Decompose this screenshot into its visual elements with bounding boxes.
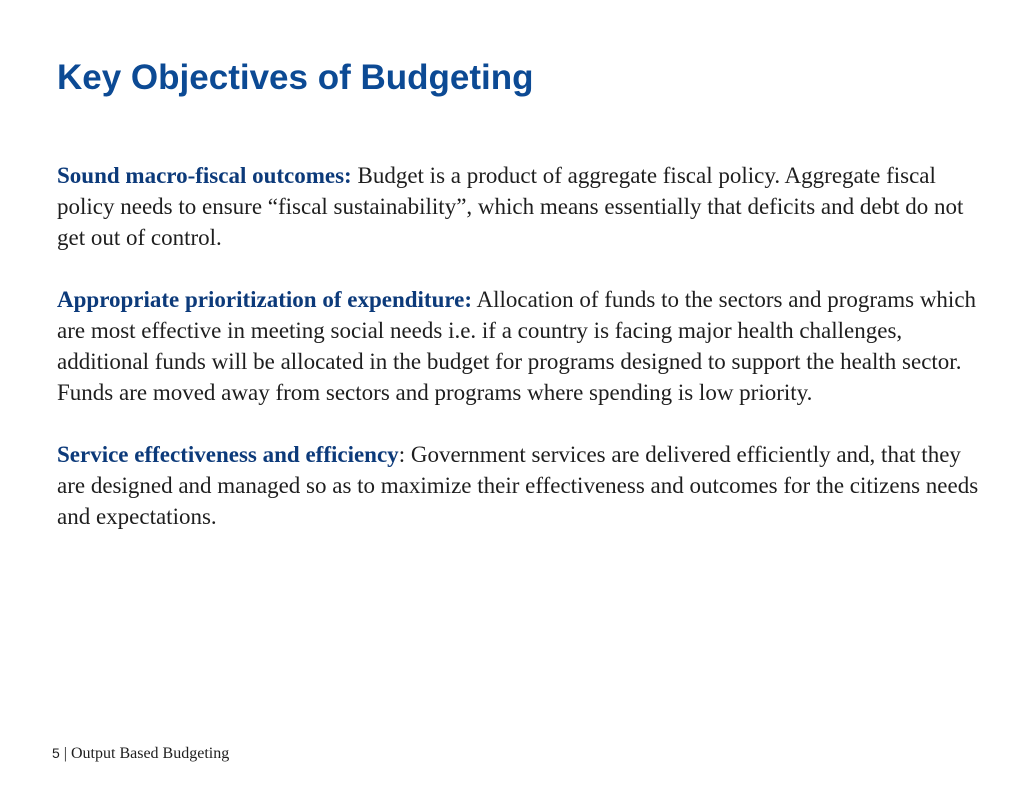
objective-service-efficiency — [57, 439, 987, 532]
objectives-list — [57, 160, 987, 563]
objective-heading: Appropriate prioritization of expenditure: — [57, 287, 473, 312]
objective-text: Allocation of funds to the sectors and programs which are most effective in meeting social needs i.e. if a country is facing major health challenges, additional funds will be allocated in the budget for programs designed to support the health sector. Funds are moved away from sectors and programs where spending is low priority. — [57, 287, 977, 405]
slide-footer — [52, 745, 229, 763]
footer-separator: | — [63, 745, 67, 762]
footer-label: Output Based Budgeting — [71, 745, 230, 762]
objective-heading: Service effectiveness and efficiency — [57, 442, 399, 467]
objective-text: Budget is a product of aggregate fiscal policy. Aggregate fiscal policy needs to ensure “fiscal sustainability”, which means essentially that deficits and debt do not get out of control. — [57, 163, 964, 250]
objective-heading: Sound macro-fiscal outcomes: — [57, 163, 352, 188]
objective-macro-fiscal — [57, 160, 987, 253]
objective-prioritization — [57, 284, 987, 408]
slide-title: Key Objectives of Budgeting — [57, 58, 534, 97]
page-number: 5 — [52, 745, 60, 761]
objective-text: : Government services are delivered efficiently and, that they are designed and managed so as to maximize their effectiveness and outcomes for the citizens needs and expectations. — [57, 442, 979, 529]
